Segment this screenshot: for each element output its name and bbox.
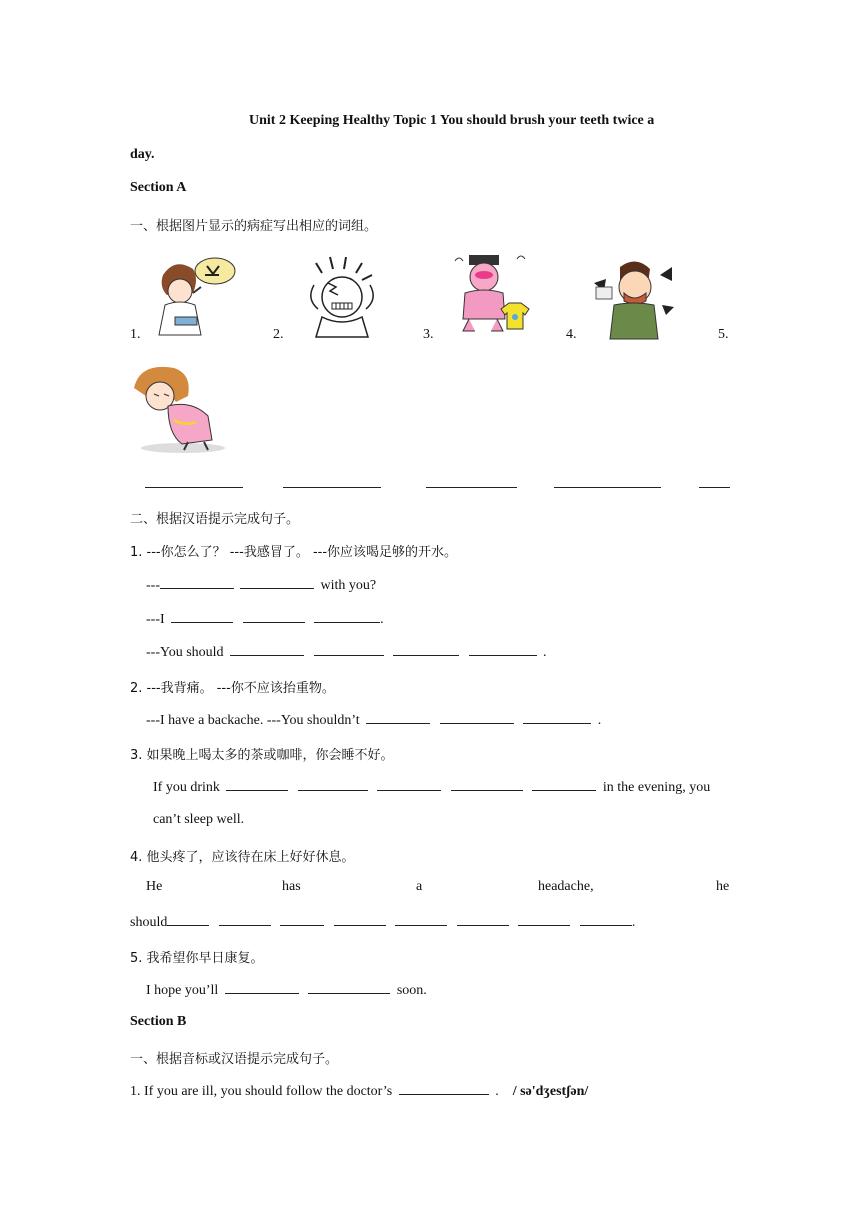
blank[interactable] xyxy=(243,610,305,623)
picture-number-5: 5. xyxy=(718,327,729,342)
q3-line-2: can’t sleep well. xyxy=(153,812,245,827)
picture-number-2: 2. xyxy=(273,327,284,342)
fever-boy-illustration xyxy=(447,251,535,339)
q2-prompt-text: 2. ---我背痛。 ---你不应该抬重物。 xyxy=(130,681,335,696)
q4-line-2 xyxy=(130,913,635,931)
q4-word-2: has xyxy=(282,879,301,894)
q1-line-b xyxy=(146,610,384,628)
answer-line-5[interactable] xyxy=(699,487,730,488)
blank[interactable] xyxy=(334,913,386,926)
q1-line-c-suffix: . xyxy=(543,645,547,660)
blank[interactable] xyxy=(225,981,299,994)
q3-line-1-prefix: If you drink xyxy=(153,780,220,795)
blank[interactable] xyxy=(440,711,514,724)
q3-line-1-suffix: in the evening, you xyxy=(602,780,711,795)
q1-line-a-prefix: --- xyxy=(146,578,160,593)
picture-number-1: 1. xyxy=(130,327,141,342)
cough-man-illustration xyxy=(590,253,678,341)
blank[interactable] xyxy=(160,576,234,589)
blank[interactable] xyxy=(532,778,596,791)
blank[interactable] xyxy=(451,778,523,791)
q1-line-a xyxy=(146,576,376,594)
q5-line xyxy=(146,981,427,999)
answer-line-2[interactable] xyxy=(283,487,381,488)
blank[interactable] xyxy=(580,913,632,926)
answer-line-1[interactable] xyxy=(145,487,243,488)
q5-prompt-text: 5. 我希望你早日康复。 xyxy=(130,951,264,966)
q1-line-a-suffix: with you? xyxy=(320,578,377,593)
q4-prompt xyxy=(130,846,355,866)
q1-line-c xyxy=(146,643,547,661)
blank[interactable] xyxy=(395,913,447,926)
b-q1-suffix: . xyxy=(495,1084,499,1099)
q4-word-1: He xyxy=(146,879,163,894)
blank[interactable] xyxy=(393,643,459,656)
q5-prompt xyxy=(130,947,264,967)
blank[interactable] xyxy=(280,913,324,926)
q3-line-1 xyxy=(153,778,710,796)
q2-prompt xyxy=(130,677,335,697)
q3-prompt-text: 3. 如果晚上喝太多的茶或咖啡，你会睡不好。 xyxy=(130,748,394,763)
blank[interactable] xyxy=(240,576,314,589)
q3-prompt xyxy=(130,744,394,764)
blank[interactable] xyxy=(469,643,537,656)
blank[interactable] xyxy=(219,913,271,926)
part1-instruction: 一、根据图片显示的病症写出相应的词组。 xyxy=(130,219,378,234)
b-q1-prefix: 1. If you are ill, you should follow the doctor’s xyxy=(130,1084,393,1099)
part2-instruction: 二、根据汉语提示完成句子。 xyxy=(130,512,300,527)
q1-line-b-prefix: ---I xyxy=(146,612,165,627)
blank[interactable] xyxy=(518,913,570,926)
q2-line-suffix: . xyxy=(597,713,602,728)
q1-line-b-suffix: . xyxy=(380,612,384,627)
blank[interactable] xyxy=(298,778,368,791)
q1-line-c-prefix: ---You should xyxy=(146,645,224,660)
q4-word-5: he xyxy=(716,879,730,894)
q4-line-2-suffix: . xyxy=(631,915,636,930)
picture-number-3: 3. xyxy=(423,327,434,342)
q4-line-2-prefix: should xyxy=(130,915,168,930)
q2-line xyxy=(146,711,601,729)
blank[interactable] xyxy=(523,711,591,724)
section-b-heading: Section B xyxy=(130,1014,187,1029)
part-b1-instruction: 一、根据音标或汉语提示完成句子。 xyxy=(130,1052,339,1067)
answer-line-4[interactable] xyxy=(554,487,661,488)
blank[interactable] xyxy=(167,913,209,926)
blank[interactable] xyxy=(457,913,509,926)
q5-line-suffix: soon. xyxy=(396,983,427,998)
title-line-2: day. xyxy=(130,147,155,162)
picture-number-4: 4. xyxy=(566,327,577,342)
blank[interactable] xyxy=(377,778,441,791)
blank[interactable] xyxy=(366,711,430,724)
section-a-heading: Section A xyxy=(130,180,187,195)
answer-line-3[interactable] xyxy=(426,487,517,488)
b-q1-line xyxy=(130,1082,588,1100)
blank[interactable] xyxy=(230,643,304,656)
blank[interactable] xyxy=(171,610,233,623)
blank[interactable] xyxy=(314,610,380,623)
blank[interactable] xyxy=(226,778,288,791)
blank[interactable] xyxy=(308,981,390,994)
headache-man-illustration xyxy=(296,255,388,340)
q2-line-prefix: ---I have a backache. ---You shouldn’t xyxy=(146,713,360,728)
q1-prompt xyxy=(130,541,457,561)
toothache-girl-illustration xyxy=(145,253,253,341)
q5-line-prefix: I hope you’ll xyxy=(146,983,219,998)
q4-word-4: headache, xyxy=(538,879,594,894)
stomachache-girl-illustration xyxy=(128,362,228,454)
q4-prompt-text: 4. 他头疼了，应该待在床上好好休息。 xyxy=(130,850,355,865)
b-q1-phonetic: / sə'dʒestʃən/ xyxy=(512,1084,589,1099)
blank[interactable] xyxy=(314,643,384,656)
q1-prompt-text: 1. ---你怎么了？ ---我感冒了。 ---你应该喝足够的开水。 xyxy=(130,545,458,560)
blank[interactable] xyxy=(399,1082,489,1095)
q4-word-3: a xyxy=(416,879,423,894)
title-line-1: Unit 2 Keeping Healthy Topic 1 You should brush your teeth twice a xyxy=(249,113,655,128)
